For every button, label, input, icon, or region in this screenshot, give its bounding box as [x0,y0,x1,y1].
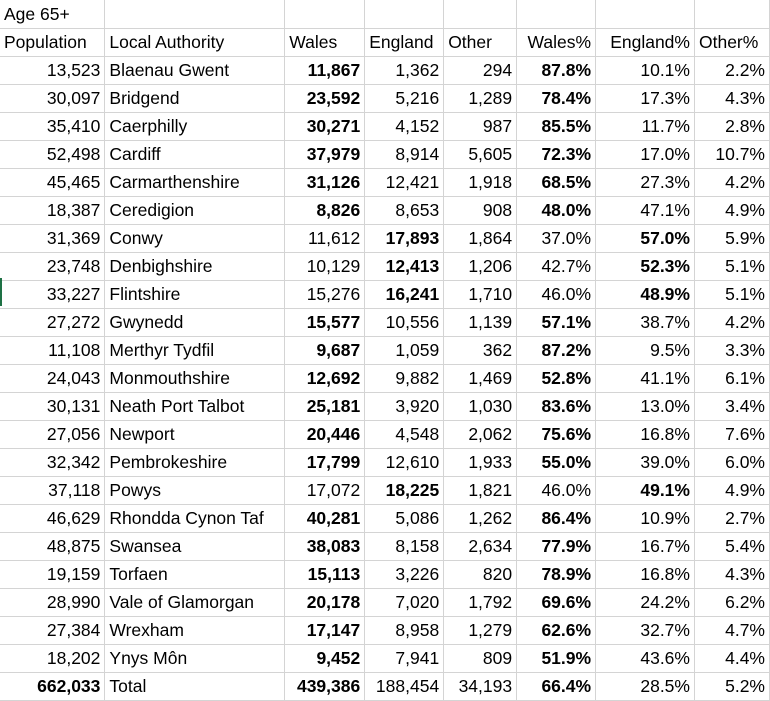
cell-wales[interactable]: 10,129 [285,253,365,281]
cell-wales-pct[interactable]: 78.4% [517,85,596,113]
cell-wales[interactable]: 11,867 [285,57,365,85]
cell-england[interactable]: 12,610 [365,449,444,477]
cell-local-authority[interactable]: Ynys Môn [105,645,285,673]
cell-other-pct[interactable]: 2.7% [694,505,769,533]
cell-population[interactable]: 32,342 [0,449,105,477]
cell-england-pct[interactable]: 10.1% [596,57,695,85]
cell-england-pct[interactable]: 49.1% [596,477,695,505]
cell-other-pct[interactable]: 4.9% [694,477,769,505]
header-other[interactable]: Other [444,29,517,57]
cell-other-pct[interactable]: 4.3% [694,561,769,589]
cell-total-other[interactable]: 34,193 [444,673,517,701]
cell-england-pct[interactable]: 10.9% [596,505,695,533]
cell-other[interactable]: 1,289 [444,85,517,113]
cell-wales-pct[interactable]: 51.9% [517,645,596,673]
cell-local-authority[interactable]: Torfaen [105,561,285,589]
cell-population[interactable]: 37,118 [0,477,105,505]
cell-england[interactable]: 9,882 [365,365,444,393]
table-row [0,393,770,421]
cell-other[interactable]: 820 [444,561,517,589]
cell-local-authority[interactable]: Rhondda Cynon Taf [105,505,285,533]
cell-local-authority[interactable]: Blaenau Gwent [105,57,285,85]
cell-local-authority[interactable]: Caerphilly [105,113,285,141]
cell-other[interactable]: 1,864 [444,225,517,253]
cell-wales-pct[interactable]: 72.3% [517,141,596,169]
cell-wales[interactable]: 17,072 [285,477,365,505]
cell-empty[interactable] [517,0,596,29]
cell-other-pct[interactable]: 4.4% [694,645,769,673]
table-row [0,533,770,561]
cell-england[interactable]: 5,216 [365,85,444,113]
header-wales-pct[interactable]: Wales% [517,29,596,57]
cell-population[interactable]: 52,498 [0,141,105,169]
cell-local-authority[interactable]: Flintshire [105,281,285,309]
cell-population[interactable]: 45,465 [0,169,105,197]
cell-wales[interactable]: 15,577 [285,309,365,337]
cell-england-pct[interactable]: 17.3% [596,85,695,113]
cell-other[interactable]: 2,062 [444,421,517,449]
row-selection-marker [0,278,2,306]
cell-local-authority[interactable]: Wrexham [105,617,285,645]
cell-wales-pct[interactable]: 78.9% [517,561,596,589]
cell-population[interactable]: 19,159 [0,561,105,589]
table-row [0,281,770,309]
cell-wales-pct[interactable]: 77.9% [517,533,596,561]
cell-empty[interactable] [365,0,444,29]
cell-england-pct[interactable]: 48.9% [596,281,695,309]
cell-local-authority[interactable]: Powys [105,477,285,505]
cell-other-pct[interactable]: 4.2% [694,309,769,337]
cell-population[interactable]: 27,384 [0,617,105,645]
cell-population[interactable]: 28,990 [0,589,105,617]
cell-population[interactable]: 30,097 [0,85,105,113]
cell-wales[interactable]: 17,147 [285,617,365,645]
cell-wales[interactable]: 31,126 [285,169,365,197]
cell-england-pct[interactable]: 24.2% [596,589,695,617]
cell-local-authority[interactable]: Gwynedd [105,309,285,337]
cell-wales-pct[interactable]: 83.6% [517,393,596,421]
cell-england[interactable]: 3,920 [365,393,444,421]
cell-wales[interactable]: 40,281 [285,505,365,533]
cell-wales-pct[interactable]: 48.0% [517,197,596,225]
cell-total-wales-pct[interactable]: 66.4% [517,673,596,701]
cell-england-pct[interactable]: 17.0% [596,141,695,169]
cell-population[interactable]: 13,523 [0,57,105,85]
cell-england[interactable]: 4,152 [365,113,444,141]
cell-england[interactable]: 7,020 [365,589,444,617]
cell-wales-pct[interactable]: 86.4% [517,505,596,533]
cell-england[interactable]: 18,225 [365,477,444,505]
cell-england[interactable]: 8,914 [365,141,444,169]
cell-population[interactable]: 33,227 [0,281,105,309]
cell-england[interactable]: 8,653 [365,197,444,225]
cell-other-pct[interactable]: 4.3% [694,85,769,113]
table-row [0,561,770,589]
cell-wales-pct[interactable]: 46.0% [517,281,596,309]
cell-title[interactable]: Age 65+ [0,0,105,29]
cell-other[interactable]: 2,634 [444,533,517,561]
cell-total-england[interactable]: 188,454 [365,673,444,701]
cell-wales[interactable]: 20,446 [285,421,365,449]
cell-population[interactable]: 27,056 [0,421,105,449]
table-row [0,57,770,85]
total-row [0,673,770,701]
cell-wales-pct[interactable]: 52.8% [517,365,596,393]
cell-local-authority[interactable]: Conwy [105,225,285,253]
cell-wales-pct[interactable]: 46.0% [517,477,596,505]
cell-other-pct[interactable]: 4.2% [694,169,769,197]
cell-england-pct[interactable]: 11.7% [596,113,695,141]
cell-local-authority[interactable]: Neath Port Talbot [105,393,285,421]
table-row [0,617,770,645]
cell-total-wales[interactable]: 439,386 [285,673,365,701]
header-england-pct[interactable]: England% [596,29,695,57]
cell-wales-pct[interactable]: 37.0% [517,225,596,253]
cell-wales-pct[interactable]: 68.5% [517,169,596,197]
cell-total-population[interactable]: 662,033 [0,673,105,701]
cell-local-authority[interactable]: Vale of Glamorgan [105,589,285,617]
cell-england-pct[interactable]: 52.3% [596,253,695,281]
cell-other[interactable]: 809 [444,645,517,673]
cell-local-authority[interactable]: Cardiff [105,141,285,169]
cell-other[interactable]: 5,605 [444,141,517,169]
cell-england[interactable]: 1,059 [365,337,444,365]
cell-total-label[interactable]: Total [105,673,285,701]
table-row [0,589,770,617]
cell-population[interactable]: 35,410 [0,113,105,141]
cell-wales-pct[interactable]: 57.1% [517,309,596,337]
cell-england[interactable]: 5,086 [365,505,444,533]
cell-england[interactable]: 3,226 [365,561,444,589]
cell-other-pct[interactable]: 10.7% [694,141,769,169]
table-row [0,85,770,113]
cell-population[interactable]: 46,629 [0,505,105,533]
cell-england[interactable]: 1,362 [365,57,444,85]
cell-local-authority[interactable]: Ceredigion [105,197,285,225]
cell-population[interactable]: 31,369 [0,225,105,253]
cell-other-pct[interactable]: 3.3% [694,337,769,365]
cell-england-pct[interactable]: 9.5% [596,337,695,365]
table-row [0,169,770,197]
cell-england[interactable]: 12,421 [365,169,444,197]
cell-england[interactable]: 12,413 [365,253,444,281]
table-row [0,197,770,225]
cell-local-authority[interactable]: Denbighshire [105,253,285,281]
table-row [0,253,770,281]
cell-other[interactable]: 1,206 [444,253,517,281]
header-population[interactable]: Population [0,29,105,57]
table-row [0,225,770,253]
cell-wales[interactable]: 25,181 [285,393,365,421]
cell-wales[interactable]: 20,178 [285,589,365,617]
cell-wales-pct[interactable]: 87.2% [517,337,596,365]
cell-england-pct[interactable]: 57.0% [596,225,695,253]
cell-other-pct[interactable]: 6.2% [694,589,769,617]
cell-other-pct[interactable]: 4.7% [694,617,769,645]
table-row [0,449,770,477]
cell-other[interactable]: 908 [444,197,517,225]
cell-local-authority[interactable]: Merthyr Tydfil [105,337,285,365]
cell-wales[interactable]: 8,826 [285,197,365,225]
header-england[interactable]: England [365,29,444,57]
cell-empty[interactable] [105,0,285,29]
cell-local-authority[interactable]: Pembrokeshire [105,449,285,477]
cell-wales-pct[interactable]: 75.6% [517,421,596,449]
cell-other[interactable]: 1,030 [444,393,517,421]
cell-wales[interactable]: 9,687 [285,337,365,365]
cell-other[interactable]: 294 [444,57,517,85]
cell-population[interactable]: 18,387 [0,197,105,225]
cell-other[interactable]: 1,918 [444,169,517,197]
cell-england-pct[interactable]: 16.7% [596,533,695,561]
cell-population[interactable]: 18,202 [0,645,105,673]
cell-other-pct[interactable]: 2.2% [694,57,769,85]
cell-total-other-pct[interactable]: 5.2% [694,673,769,701]
header-other-pct[interactable]: Other% [694,29,769,57]
table-row [0,141,770,169]
cell-england[interactable]: 8,958 [365,617,444,645]
cell-population[interactable]: 30,131 [0,393,105,421]
cell-other[interactable]: 987 [444,113,517,141]
cell-other-pct[interactable]: 5.1% [694,281,769,309]
cell-england-pct[interactable]: 16.8% [596,421,695,449]
cell-other-pct[interactable]: 3.4% [694,393,769,421]
cell-population[interactable]: 11,108 [0,337,105,365]
cell-wales[interactable]: 30,271 [285,113,365,141]
cell-wales-pct[interactable]: 62.6% [517,617,596,645]
cell-wales[interactable]: 15,113 [285,561,365,589]
cell-wales[interactable]: 37,979 [285,141,365,169]
table-row [0,113,770,141]
cell-local-authority[interactable]: Monmouthshire [105,365,285,393]
title-row [0,0,770,29]
table-row [0,421,770,449]
cell-local-authority[interactable]: Swansea [105,533,285,561]
cell-england-pct[interactable]: 43.6% [596,645,695,673]
cell-other-pct[interactable]: 4.9% [694,197,769,225]
cell-other[interactable]: 1,710 [444,281,517,309]
cell-other-pct[interactable]: 2.8% [694,113,769,141]
cell-england[interactable]: 4,548 [365,421,444,449]
cell-england-pct[interactable]: 27.3% [596,169,695,197]
cell-england-pct[interactable]: 47.1% [596,197,695,225]
cell-empty[interactable] [694,0,769,29]
cell-local-authority[interactable]: Newport [105,421,285,449]
cell-other-pct[interactable]: 5.1% [694,253,769,281]
cell-wales[interactable]: 23,592 [285,85,365,113]
table-row [0,365,770,393]
cell-empty[interactable] [444,0,517,29]
cell-england[interactable]: 7,941 [365,645,444,673]
cell-england[interactable]: 17,893 [365,225,444,253]
cell-wales[interactable]: 12,692 [285,365,365,393]
table-row [0,309,770,337]
cell-population[interactable]: 24,043 [0,365,105,393]
cell-wales[interactable]: 15,276 [285,281,365,309]
cell-other[interactable]: 1,139 [444,309,517,337]
cell-population[interactable]: 27,272 [0,309,105,337]
cell-england-pct[interactable]: 16.8% [596,561,695,589]
cell-other[interactable]: 1,821 [444,477,517,505]
cell-local-authority[interactable]: Bridgend [105,85,285,113]
cell-england-pct[interactable]: 32.7% [596,617,695,645]
cell-wales-pct[interactable]: 87.8% [517,57,596,85]
header-wales[interactable]: Wales [285,29,365,57]
cell-wales[interactable]: 9,452 [285,645,365,673]
cell-england-pct[interactable]: 13.0% [596,393,695,421]
cell-wales-pct[interactable]: 55.0% [517,449,596,477]
cell-other[interactable]: 1,792 [444,589,517,617]
cell-other[interactable]: 1,933 [444,449,517,477]
cell-empty[interactable] [285,0,365,29]
table-row [0,477,770,505]
cell-england[interactable]: 16,241 [365,281,444,309]
cell-wales-pct[interactable]: 69.6% [517,589,596,617]
table-row [0,337,770,365]
cell-wales[interactable]: 11,612 [285,225,365,253]
cell-other-pct[interactable]: 7.6% [694,421,769,449]
cell-other[interactable]: 362 [444,337,517,365]
table-row [0,505,770,533]
cell-population[interactable]: 48,875 [0,533,105,561]
cell-other-pct[interactable]: 6.0% [694,449,769,477]
cell-other-pct[interactable]: 5.9% [694,225,769,253]
cell-wales-pct[interactable]: 42.7% [517,253,596,281]
cell-wales[interactable]: 38,083 [285,533,365,561]
cell-england-pct[interactable]: 39.0% [596,449,695,477]
cell-other[interactable]: 1,279 [444,617,517,645]
cell-population[interactable]: 23,748 [0,253,105,281]
cell-england-pct[interactable]: 41.1% [596,365,695,393]
header-local-authority[interactable]: Local Authority [105,29,285,57]
cell-empty[interactable] [596,0,695,29]
cell-other-pct[interactable]: 6.1% [694,365,769,393]
cell-total-england-pct[interactable]: 28.5% [596,673,695,701]
header-row [0,29,770,57]
cell-england-pct[interactable]: 38.7% [596,309,695,337]
cell-other-pct[interactable]: 5.4% [694,533,769,561]
table-row [0,645,770,673]
cell-other[interactable]: 1,262 [444,505,517,533]
cell-other[interactable]: 1,469 [444,365,517,393]
cell-wales[interactable]: 17,799 [285,449,365,477]
cell-england[interactable]: 10,556 [365,309,444,337]
cell-england[interactable]: 8,158 [365,533,444,561]
cell-wales-pct[interactable]: 85.5% [517,113,596,141]
cell-local-authority[interactable]: Carmarthenshire [105,169,285,197]
